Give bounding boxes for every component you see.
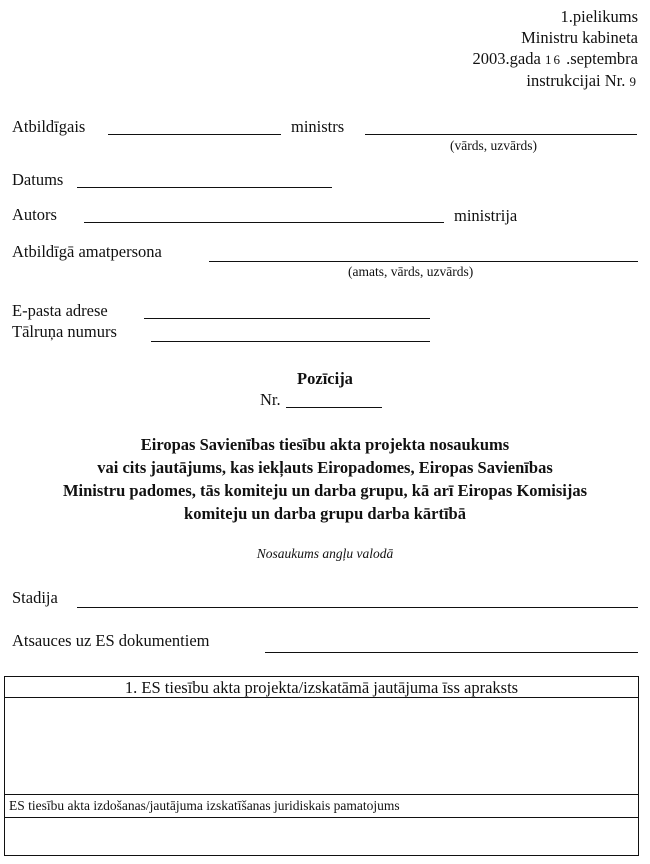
english-name-hint: Nosaukums angļu valodā <box>256 546 394 561</box>
minister-name-input-line[interactable] <box>365 134 637 135</box>
email-label: E-pasta adrese <box>12 301 108 320</box>
date-input-line[interactable] <box>77 187 332 188</box>
position-nr-label: Nr. <box>260 390 281 409</box>
title-block <box>0 433 650 525</box>
official-input-line[interactable] <box>209 261 638 262</box>
phone-input-line[interactable] <box>151 341 430 342</box>
position-nr-input-line[interactable] <box>286 407 382 408</box>
email-input-line[interactable] <box>144 318 430 319</box>
name-hint: (vārds, uzvārds) <box>450 138 537 153</box>
ministrija-label: ministrija <box>454 206 518 225</box>
annex-header <box>473 6 638 92</box>
datums-label: Datums <box>12 170 64 189</box>
annex-year: 2003.gada <box>472 49 541 68</box>
atbildigais-label: Atbildīgais <box>12 117 86 136</box>
title-line: komiteju un darba grupu darba kārtībā <box>184 504 466 523</box>
ministrs-label: ministrs <box>291 117 345 136</box>
annex-line-1: 1.pielikums <box>560 7 638 26</box>
legal-basis-label: ES tiesību akta izdošanas/jautājuma izskatīšanas juridiskais pamatojums <box>9 798 400 813</box>
phone-label: Tālruņa numurs <box>12 322 117 341</box>
table-divider <box>4 794 639 795</box>
table-header-divider <box>4 697 639 698</box>
author-input-line[interactable] <box>84 222 444 223</box>
annex-month: .septembra <box>566 49 638 68</box>
references-label: Atsauces uz ES dokumentiem <box>12 631 210 650</box>
annex-number: 9 <box>629 74 638 89</box>
stage-input-line[interactable] <box>77 607 638 608</box>
annex-day: 16 <box>544 52 562 67</box>
description-cell[interactable] <box>5 699 636 793</box>
ministry-input-line[interactable] <box>108 134 281 135</box>
legal-basis-cell[interactable] <box>5 819 636 853</box>
title-line: vai cits jautājums, kas iekļauts Eiropadomes, Eiropas Savienības <box>97 458 553 477</box>
amatpersona-label: Atbildīgā amatpersona <box>12 242 162 261</box>
annex-line-3 <box>473 48 638 70</box>
title-line: Ministru padomes, tās komiteju un darba grupu, kā arī Eiropas Komisijas <box>62 481 588 500</box>
references-input-line[interactable] <box>265 652 638 653</box>
legal-basis-divider <box>4 817 639 818</box>
stage-label: Stadija <box>12 588 58 607</box>
title-line: Eiropas Savienības tiesību akta projekta nosaukums <box>140 435 510 454</box>
annex-line-2: Ministru kabineta <box>521 28 638 47</box>
annex-instruction: instrukcijai Nr. <box>526 71 626 90</box>
annex-line-4 <box>473 70 638 92</box>
position-heading: Pozīcija <box>297 369 353 388</box>
official-hint: (amats, vārds, uzvārds) <box>348 264 474 279</box>
table-header: 1. ES tiesību akta projekta/izskatāmā jautājuma īss apraksts <box>124 678 519 697</box>
autors-label: Autors <box>12 205 57 224</box>
